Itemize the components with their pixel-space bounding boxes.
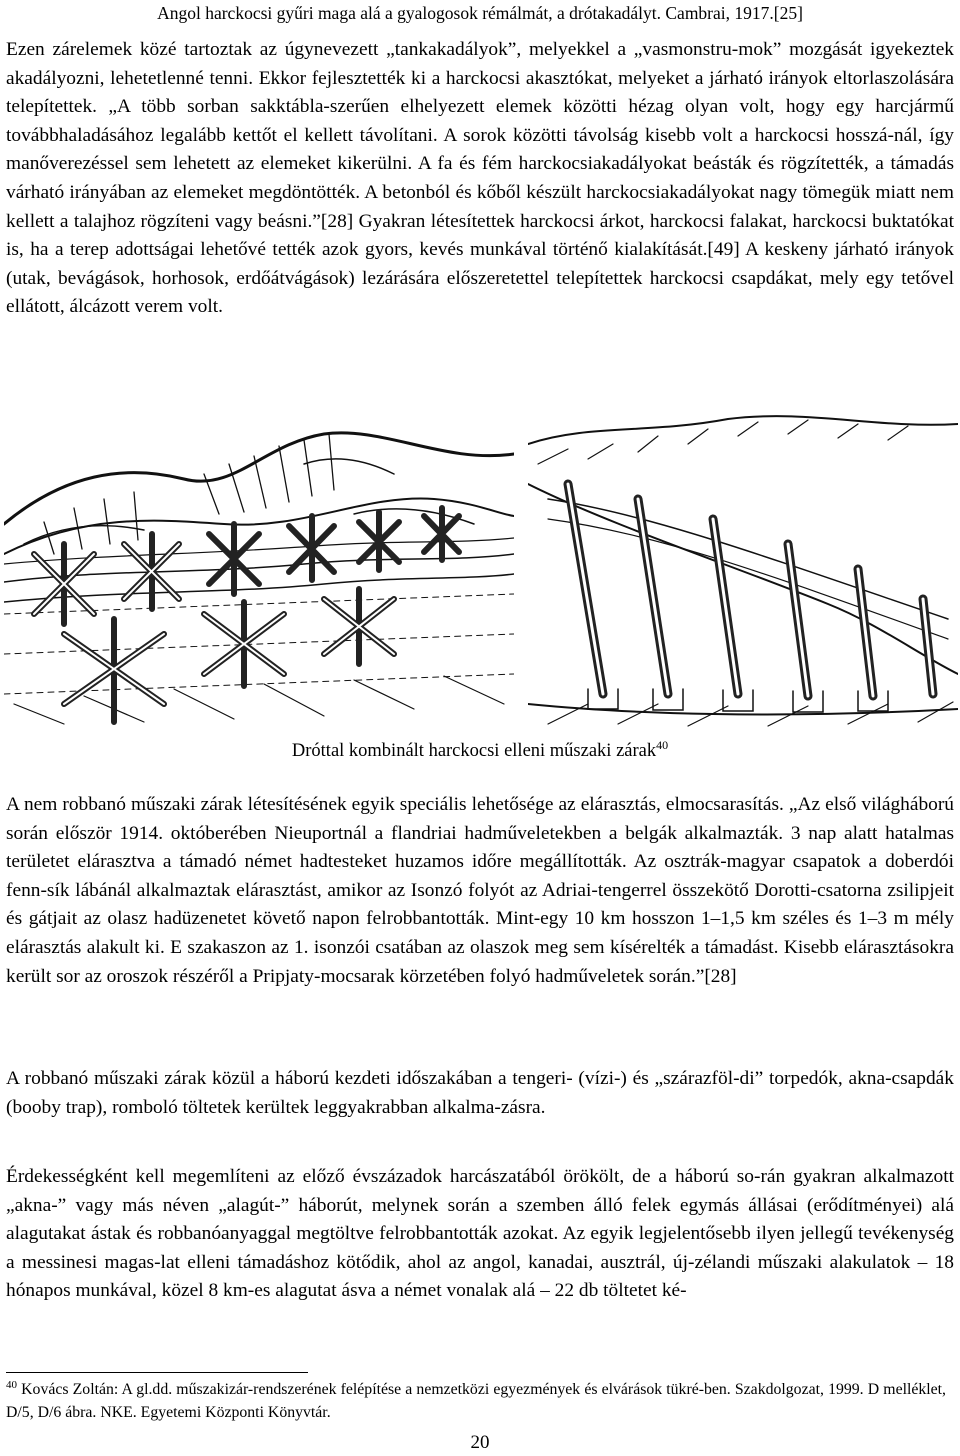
illustration-hedgehog-obstacles [4,404,514,727]
paragraph-anti-tank-obstacles: Ezen zárelemek közé tartoztak az úgynevezett „tankakadályok”, melyekkel a „vasmonstru-mok” mozgását igyekeztek akadályozni, lehetetlenné tenni. Ekkor fejlesztették ki a harckocsi akasztókat, melyeket a járható irányok eltorlaszolására telepítettek. „A több sorban sakktábla-szerűen elhelyezett elemek közötti hézag olyan volt, hogy egy harcjármű továbbhaladásához legalább kettőt el kellett távolítani. A sorok közötti távolság kisebb volt a harckocsi hosszá-nál, így manőverezéssel sem lehetett az elemeket kikerülni. A fa és fém harckocsiakadályokat beásták és rögzítették, a támadás várható irányában az elemeket megdöntötték. A betonból és kőből készült harckocsiakadályokat nagy tömegük miatt nem kellett a talajhoz rögzíteni vagy beásni.”[28] Gyakran létesítettek harckocsi árkot, harckocsi falakat, harckocsi buktatókat is, ha a terep adottságai lehetővé tették azok gyors, kevés munkával történő kialakítását.[49] A keskeny járható irányok (utak, bevágások, horhosok, erdőátvágások) lezárására előszeretettel telepítettek harckocsi csapdákat, mely egy tetővel ellátott, álcázott verem volt. [6,39,954,318]
footnote-number: 40 [6,1379,17,1391]
footnote-reference[interactable]: 40 [656,738,669,752]
inclined-posts-drawing [528,404,958,727]
running-header: Angol harckocsi gyűri maga alá a gyalogosok rémálmát, a drótakadályt. Cambrai, 1917.[25] [157,3,803,23]
page-number: 20 [470,1432,490,1453]
footnote-text: Kovács Zoltán: A gl.dd. műszakizár-rendszerének felépítése a nemzetközi egyezmények és elvárások tükré-ben. Szakdolgozat, 1999. D melléklet, D/5, D/6 ábra. NKE. Egyetemi Központi Könyvtár. [6,1381,947,1421]
paragraph-mine-warfare: Érdekességként kell megemlíteni az előző évszázadok harcászatából örökölt, de a háború so-rán gyakran alkalmazott „akna-” vagy más néven „alagút-” háborút, melynek során a szemben álló felek egymás állásai (erődítményei) alá alagutakat ástak és robbanóanyaggal megtöltve felrobbantották azokat. Az egyik legjelentősebb ilyen jellegű tevékenység a messinesi magas-lat elleni támadáshoz kötődik, ahol az angol, kanadai, ausztrál, új-zélandi műszaki alakulatok – 18 hónapos munkával, közel 8 km-es alagutat ásva a német vonalak alá – 22 db töltetet ké- [6,1166,954,1302]
hedgehog-obstacles-drawing [4,404,514,727]
paragraph-explosive-barriers: A robbanó műszaki zárak közül a háború kezdeti időszakában a tengeri- (vízi-) és „szárazföl-di” torpedók, akna-csapdák (booby trap), romboló töltetek kerültek leggyakrabban alkalma-zásra. [6,1068,954,1118]
figure-caption [0,738,960,764]
illustration-inclined-posts [528,404,958,727]
footnote-separator [6,1372,308,1373]
paragraph-flooding: A nem robbanó műszaki zárak létesítésének egyik speciális lehetősége az elárasztás, elmocsarasítás. „Az első világháború során először 1914. októberében Nieuportnál a flandriai hadműveletekben a belgák alkalmazták. 3 nap alatt hatalmas területet elárasztva a támadó német hadtesteket huzamos időre megállították. Az osztrák-magyar csapatok a doberdói fenn-sík lábánál alkalmaztak elárasztást, amikor az Isonzó folyót az Adriai-tengerrel összekötő Dorotti-csatorna zsilipjeit és gátjait az olasz hadüzenetet követő napon felrobbantották. Mint-egy 10 km hosszon 1–1,5 km széles és 1–3 m mély elárasztás alakult ki. E szakaszon az 1. isonzói csatában az olaszok meg sem kísérelték a támadást. Kisebb elárasztásokra került sor az oroszok részéről a Pripjaty-mocsarak körzetében folyó hadműveletek során.”[28] [6,794,954,987]
footnote [6,1378,946,1424]
figure-caption-text: Dróttal kombinált harckocsi elleni műszaki zárak [291,741,657,761]
